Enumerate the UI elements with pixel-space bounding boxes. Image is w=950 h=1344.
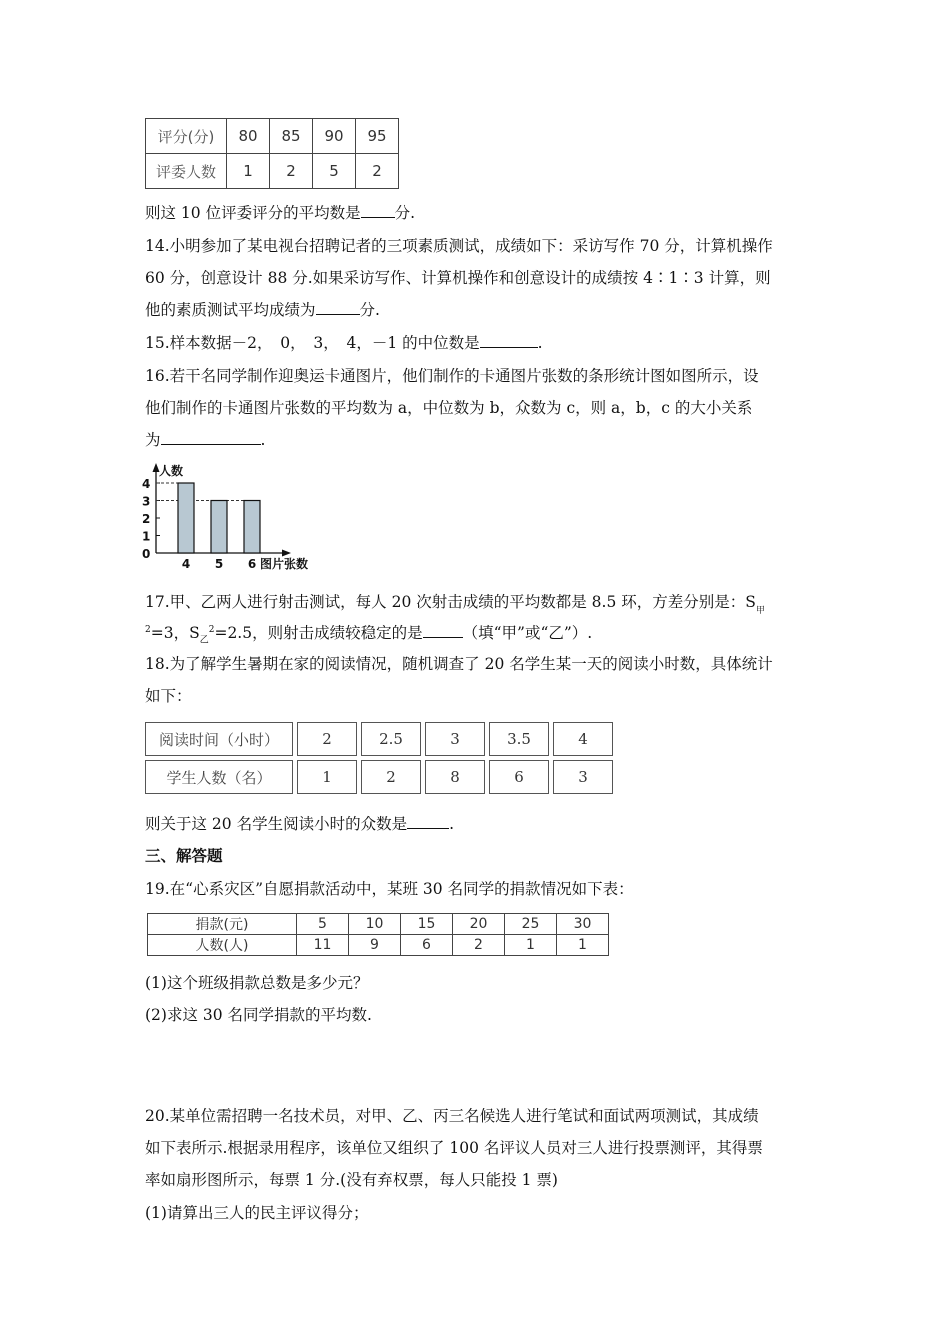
- table-cell: 3.5: [489, 722, 549, 756]
- table-cell: 2.5: [361, 722, 421, 756]
- table-cell: 10: [349, 914, 401, 935]
- table-cell: 95: [356, 119, 399, 154]
- superscript-2: 2: [208, 625, 215, 635]
- table-cell: 2: [453, 935, 505, 956]
- table-cell: 1: [297, 760, 357, 794]
- table-cell: 6: [401, 935, 453, 956]
- table-cell: 80: [227, 119, 270, 154]
- x-tick-label: 4: [181, 557, 191, 571]
- table-row: [146, 119, 399, 154]
- q18-line2: 如下：: [145, 687, 192, 705]
- q17-text: 17.甲、乙两人进行射击测试，每人 20 次射击成绩的平均数都是 8.5 环，方差分别是：S: [145, 593, 756, 611]
- q15: [145, 333, 543, 353]
- table-cell: 5: [313, 154, 356, 189]
- q18-end: .: [449, 815, 455, 833]
- answer-blank: [361, 203, 395, 218]
- table-header-cell: 学生人数（名）: [145, 760, 293, 794]
- table-header-cell: 捐款(元): [148, 914, 297, 935]
- y-tick-label: 0: [142, 547, 151, 561]
- table-cell: 30: [557, 914, 609, 935]
- table-cell: 25: [505, 914, 557, 935]
- section-heading: 三、解答题: [145, 847, 223, 865]
- x-axis-arrow: [282, 550, 291, 557]
- q19-sub2: (2)求这 30 名同学捐款的平均数.: [145, 1006, 372, 1024]
- q14-end: 分.: [359, 301, 380, 319]
- q14-line1: 14.小明参加了某电视台招聘记者的三项素质测试，成绩如下：采访写作 70 分，计算机操作: [145, 237, 773, 255]
- q18-line1: 18.为了解学生暑期在家的阅读情况，随机调查了 20 名学生某一天的阅读小时数，具体统计: [145, 655, 773, 673]
- table-row: [146, 154, 399, 189]
- q16-end: .: [260, 431, 266, 449]
- q17-line1: [145, 592, 765, 619]
- answer-blank: [316, 300, 360, 315]
- answer-blank: [407, 814, 449, 829]
- table-cell: 85: [270, 119, 313, 154]
- table-cell: 1: [227, 154, 270, 189]
- q16-line2: 他们制作的卡通图片张数的平均数为 a，中位数为 b，众数为 c，则 a，b，c 的大小关系: [145, 399, 753, 417]
- q16-text: 为: [145, 431, 161, 449]
- table-cell: 9: [349, 935, 401, 956]
- q14-text: 他的素质测试平均成绩为: [145, 301, 316, 319]
- answer-blank: [161, 430, 261, 445]
- subscript-jia: 甲: [755, 606, 765, 617]
- bar: [244, 501, 260, 554]
- table-header-cell: 阅读时间（小时）: [145, 722, 293, 756]
- table-cell: 20: [453, 914, 505, 935]
- table-cell: 11: [297, 935, 349, 956]
- answer-blank: [480, 333, 538, 348]
- table-cell: 2: [297, 722, 357, 756]
- table-cell: 2: [270, 154, 313, 189]
- q14-line2: 60 分，创意设计 88 分.如果采访写作、计算机操作和创意设计的成绩按 4∶1∶3 计算，则: [145, 269, 771, 287]
- x-tick-label: 5: [214, 557, 224, 571]
- q18-text: 则关于这 20 名学生阅读小时的众数是: [145, 815, 408, 833]
- q17-line2: [145, 620, 592, 650]
- q15-text: 15.样本数据－2， 0， 3， 4，－1 的中位数是: [145, 334, 480, 352]
- q13-tail: [145, 203, 415, 223]
- bar: [211, 501, 227, 554]
- subscript-yi: 乙: [199, 635, 209, 646]
- table-cell: 2: [356, 154, 399, 189]
- score-table: [145, 118, 399, 189]
- donation-table: [147, 913, 609, 956]
- table-cell: 1: [557, 935, 609, 956]
- q15-end: .: [537, 334, 543, 352]
- q20-line1: 20.某单位需招聘一名技术员，对甲、乙、丙三名候选人进行笔试和面试两项测试，其成绩: [145, 1107, 759, 1125]
- table-cell: 5: [297, 914, 349, 935]
- x-axis-label: 图片张数: [260, 557, 309, 571]
- table-cell: 3: [425, 722, 485, 756]
- q18-tail: [145, 814, 454, 834]
- y-tick-label: 3: [142, 494, 151, 509]
- table-cell: 3: [553, 760, 613, 794]
- table-cell: 2: [361, 760, 421, 794]
- bar-chart: [138, 460, 328, 578]
- table-row: [148, 914, 609, 935]
- table-row: [145, 760, 613, 794]
- q17-text: （填“甲”或“乙”）.: [462, 624, 593, 643]
- q19-sub1: (1)这个班级捐款总数是多少元？: [145, 974, 369, 992]
- table-header-cell: 人数(人): [148, 935, 297, 956]
- y-axis-label: 人数: [159, 464, 184, 478]
- bar: [178, 483, 194, 553]
- table-cell: 6: [489, 760, 549, 794]
- q20-line2: 如下表所示.根据录用程序，该单位又组织了 100 名评议人员对三人进行投票测评，其得票: [145, 1139, 763, 1157]
- q20-line3: 率如扇形图所示，每票 1 分.(没有弃权票，每人只能投 1 票): [145, 1171, 558, 1189]
- table-cell: 8: [425, 760, 485, 794]
- q13-text: 则这 10 位评委评分的平均数是: [145, 204, 361, 222]
- table-header-cell: 评委人数: [146, 154, 227, 189]
- q19-line1: 19.在“心系灾区”自愿捐款活动中，某班 30 名同学的捐款情况如下表：: [145, 880, 634, 898]
- q20-sub1: (1)请算出三人的民主评议得分；: [145, 1204, 369, 1222]
- reading-table: [141, 718, 617, 798]
- y-tick-label: 4: [142, 477, 151, 491]
- q14-line3: [145, 300, 380, 320]
- table-row: [145, 722, 613, 756]
- q16-line1: 16.若干名同学制作迎奥运卡通图片，他们制作的卡通图片张数的条形统计图如图所示，设: [145, 367, 759, 385]
- q17-text: =2.5，则射击成绩较稳定的是: [214, 624, 423, 643]
- y-tick-label: 2: [142, 512, 151, 526]
- table-cell: 1: [505, 935, 557, 956]
- table-header-cell: 评分(分): [146, 119, 227, 154]
- q17-text: =3，S: [150, 624, 200, 643]
- table-row: [148, 935, 609, 956]
- superscript-2: 2: [145, 625, 151, 635]
- table-cell: 4: [553, 722, 613, 756]
- x-tick-label: 6: [247, 557, 257, 571]
- y-tick-label: 1: [142, 529, 151, 544]
- q16-line3: [145, 430, 265, 450]
- chart-bars: [178, 483, 260, 553]
- table-cell: 15: [401, 914, 453, 935]
- q13-end: 分.: [394, 204, 416, 222]
- answer-blank: [423, 623, 463, 638]
- table-cell: 90: [313, 119, 356, 154]
